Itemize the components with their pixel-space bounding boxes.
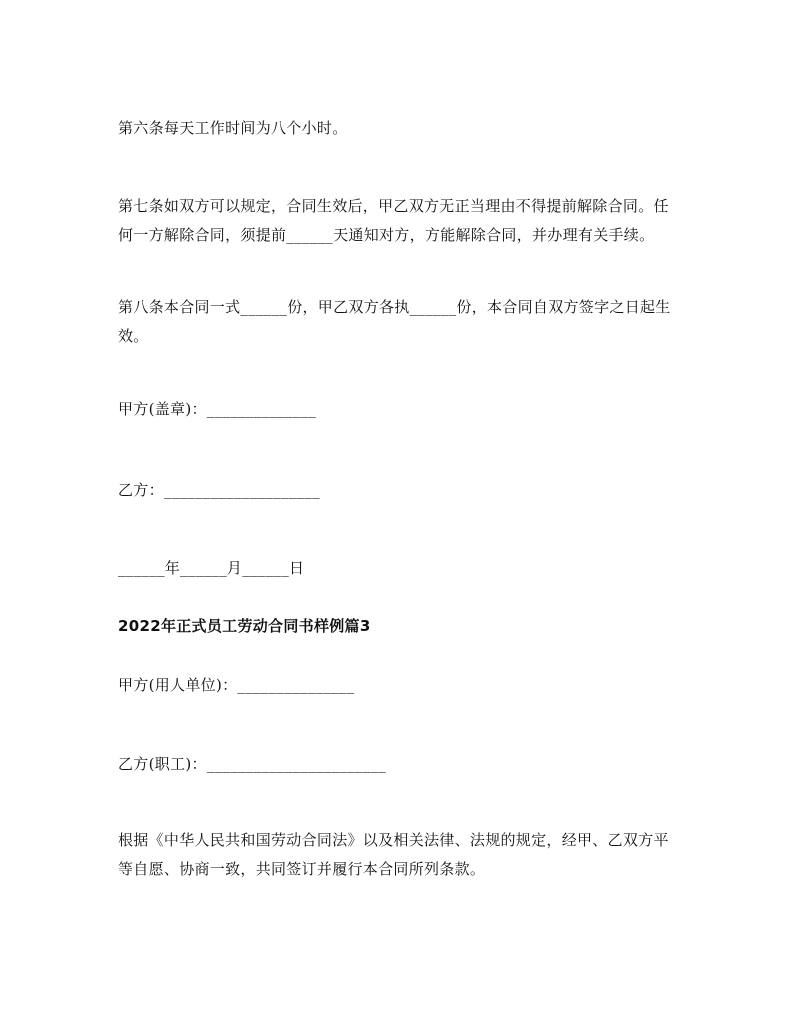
- article-8-text: 第八条本合同一式______份，甲乙双方各执______份，本合同自双方签字之日起生效。: [118, 298, 671, 345]
- party-b-employee-line: 乙方(职工)：_______________________: [118, 755, 387, 773]
- party-a-seal-line: 甲方(盖章)：______________: [118, 400, 317, 418]
- party-a-employer-line: 甲方(用人单位)：_______________: [118, 676, 355, 694]
- date-line: ______年______月______日: [118, 559, 305, 577]
- article-7-text: 第七条如双方可以规定，合同生效后，甲乙双方无正当理由不得提前解除合同。任何一方解除合同，须提前______天通知对方，方能解除合同，并办理有关手续。: [118, 197, 669, 244]
- preamble-text: 根据《中华人民共和国劳动合同法》以及相关法律、法规的规定，经甲、乙双方平等自愿、协商一致，共同签订并履行本合同所列条款。: [118, 831, 669, 878]
- article-6-text: 第六条每天工作时间为八个小时。: [118, 119, 348, 137]
- party-b-line: 乙方：____________________: [118, 481, 320, 499]
- section-heading: 2022年正式员工劳动合同书样例篇3: [118, 617, 371, 635]
